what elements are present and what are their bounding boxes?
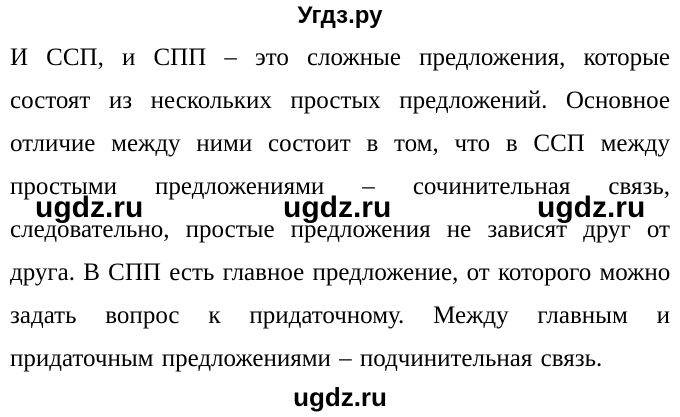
text-line: задать вопрос к придаточному. Между главным и [10,302,670,329]
text-line: простыми предложениями – сочинительная связь, [10,173,670,200]
text-line: состоят из нескольких простых предложений. Основное [10,87,670,114]
watermark-left: ugdz.ru [35,191,144,224]
text-line: И ССП, и СПП – это сложные предложения, которые [10,44,670,71]
text-line: придаточным предложениями – подчинительная связь. [10,345,603,372]
page-title: Угдз.ру [297,2,383,29]
watermark-right: ugdz.ru [537,191,646,224]
text-line: следовательно, простые предложения не зависят друг от [10,216,670,243]
watermark-center: ugdz.ru [283,191,392,224]
text-line: отличие между ними состоит в том, что в ССП между [10,130,670,157]
text-line: друга. В СПП есть главное предложение, от которого можно [10,259,671,286]
footer-watermark: ugdz.ru [293,382,387,412]
answer-text-block [10,36,670,380]
